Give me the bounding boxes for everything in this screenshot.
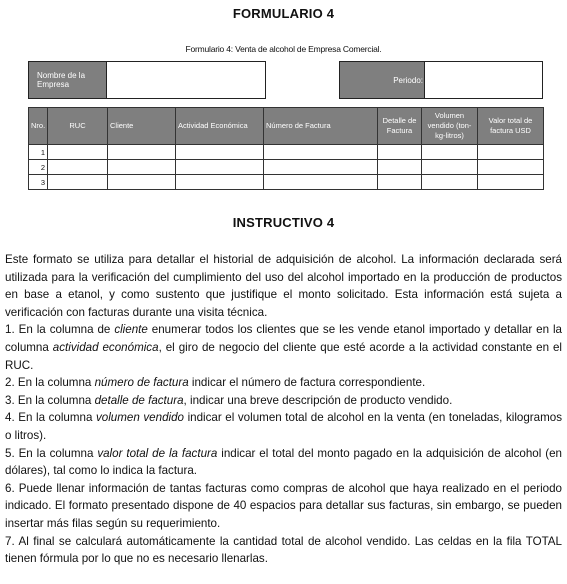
instruction-step-5: 5. En la columna valor total de la factura indicar el total del monto pagado en la adquisición de alcohol (en dólares), tal como lo indica la factura. bbox=[5, 446, 562, 478]
cell-cliente[interactable] bbox=[108, 145, 176, 160]
intro-paragraph: Este formato se utiliza para detallar el historial de adquisición de alcohol. La información declarada será utilizada para la verificación del cumplimiento del uso del alcohol importado en la producción de productos en base a etanol, y como sustento que justifique el monto solicitado. Esta información está sujeta a verificación con facturas durante una visita técnica. bbox=[5, 253, 562, 319]
instruction-step-1: 1. En la columna de cliente enumerar todos los clientes que se les vende etanol importado y detallar en la columna actividad económica, el giro de negocio del cliente que esté acorde a la actividad constante en el RUC. bbox=[5, 323, 563, 372]
cell-numero-factura[interactable] bbox=[264, 160, 378, 175]
cell-ruc[interactable] bbox=[48, 145, 108, 160]
cell-ruc[interactable] bbox=[48, 160, 108, 175]
col-header-volumen: Volumen vendido (ton-kg-litros) bbox=[422, 108, 478, 145]
row-number: 3 bbox=[29, 175, 48, 190]
instruction-step-6: 6. Puede llenar información de tantas facturas como compras de alcohol que haya realizado en el periodo indicado. El formato presentado dispone de 40 espacios para detallar sus facturas, sin embargo, se pueden insertar más filas según su requerimiento. bbox=[5, 481, 562, 530]
instructions-title: INSTRUCTIVO 4 bbox=[232, 215, 335, 230]
instructions-body bbox=[5, 251, 562, 568]
cell-volumen[interactable] bbox=[422, 145, 478, 160]
instruction-step-2: 2. En la columna número de factura indicar el número de factura correspondiente. bbox=[5, 376, 426, 390]
cell-valor-total[interactable] bbox=[478, 160, 544, 175]
instruction-step-7: 7. Al final se calculará automáticamente la cantidad total de alcohol vendido. Las celdas en la fila TOTAL tienen fórmula por lo que no es necesario llenarlas. bbox=[5, 534, 562, 566]
table-row bbox=[29, 160, 544, 175]
cell-valor-total[interactable] bbox=[478, 175, 544, 190]
col-header-numero-factura: Número de Factura bbox=[264, 108, 378, 145]
cell-detalle-factura[interactable] bbox=[378, 145, 422, 160]
row-number: 1 bbox=[29, 145, 48, 160]
period-label: Periodo: bbox=[339, 61, 426, 99]
table-row bbox=[29, 175, 544, 190]
cell-actividad[interactable] bbox=[176, 160, 264, 175]
cell-ruc[interactable] bbox=[48, 175, 108, 190]
table-header-row bbox=[29, 108, 544, 145]
cell-actividad[interactable] bbox=[176, 145, 264, 160]
cell-detalle-factura[interactable] bbox=[378, 160, 422, 175]
cell-numero-factura[interactable] bbox=[264, 175, 378, 190]
row-number: 2 bbox=[29, 160, 48, 175]
cell-valor-total[interactable] bbox=[478, 145, 544, 160]
col-header-cliente: Cliente bbox=[108, 108, 176, 145]
cell-cliente[interactable] bbox=[108, 175, 176, 190]
cell-volumen[interactable] bbox=[422, 175, 478, 190]
form-subtitle: Formulario 4: Venta de alcohol de Empresa Comercial. bbox=[185, 44, 382, 54]
cell-detalle-factura[interactable] bbox=[378, 175, 422, 190]
company-name-input[interactable] bbox=[106, 61, 266, 99]
col-header-actividad: Actividad Económica bbox=[176, 108, 264, 145]
sales-table bbox=[28, 107, 544, 190]
cell-numero-factura[interactable] bbox=[264, 145, 378, 160]
cell-actividad[interactable] bbox=[176, 175, 264, 190]
period-input[interactable] bbox=[424, 61, 543, 99]
col-header-valor-total: Valor total de factura USD bbox=[478, 108, 544, 145]
col-header-detalle-factura: Detalle de Factura bbox=[378, 108, 422, 145]
form-title: FORMULARIO 4 bbox=[232, 6, 335, 21]
table-row bbox=[29, 145, 544, 160]
instruction-step-3: 3. En la columna detalle de factura, indicar una breve descripción de producto vendido. bbox=[5, 393, 453, 407]
col-header-ruc: RUC bbox=[48, 108, 108, 145]
col-header-nro: Nro. bbox=[29, 108, 48, 145]
company-name-label: Nombre de la Empresa bbox=[28, 61, 108, 99]
cell-volumen[interactable] bbox=[422, 160, 478, 175]
cell-cliente[interactable] bbox=[108, 160, 176, 175]
instruction-step-4: 4. En la columna volumen vendido indicar el volumen total de alcohol en la venta (en toneladas, kilogramos o litros). bbox=[5, 411, 562, 442]
